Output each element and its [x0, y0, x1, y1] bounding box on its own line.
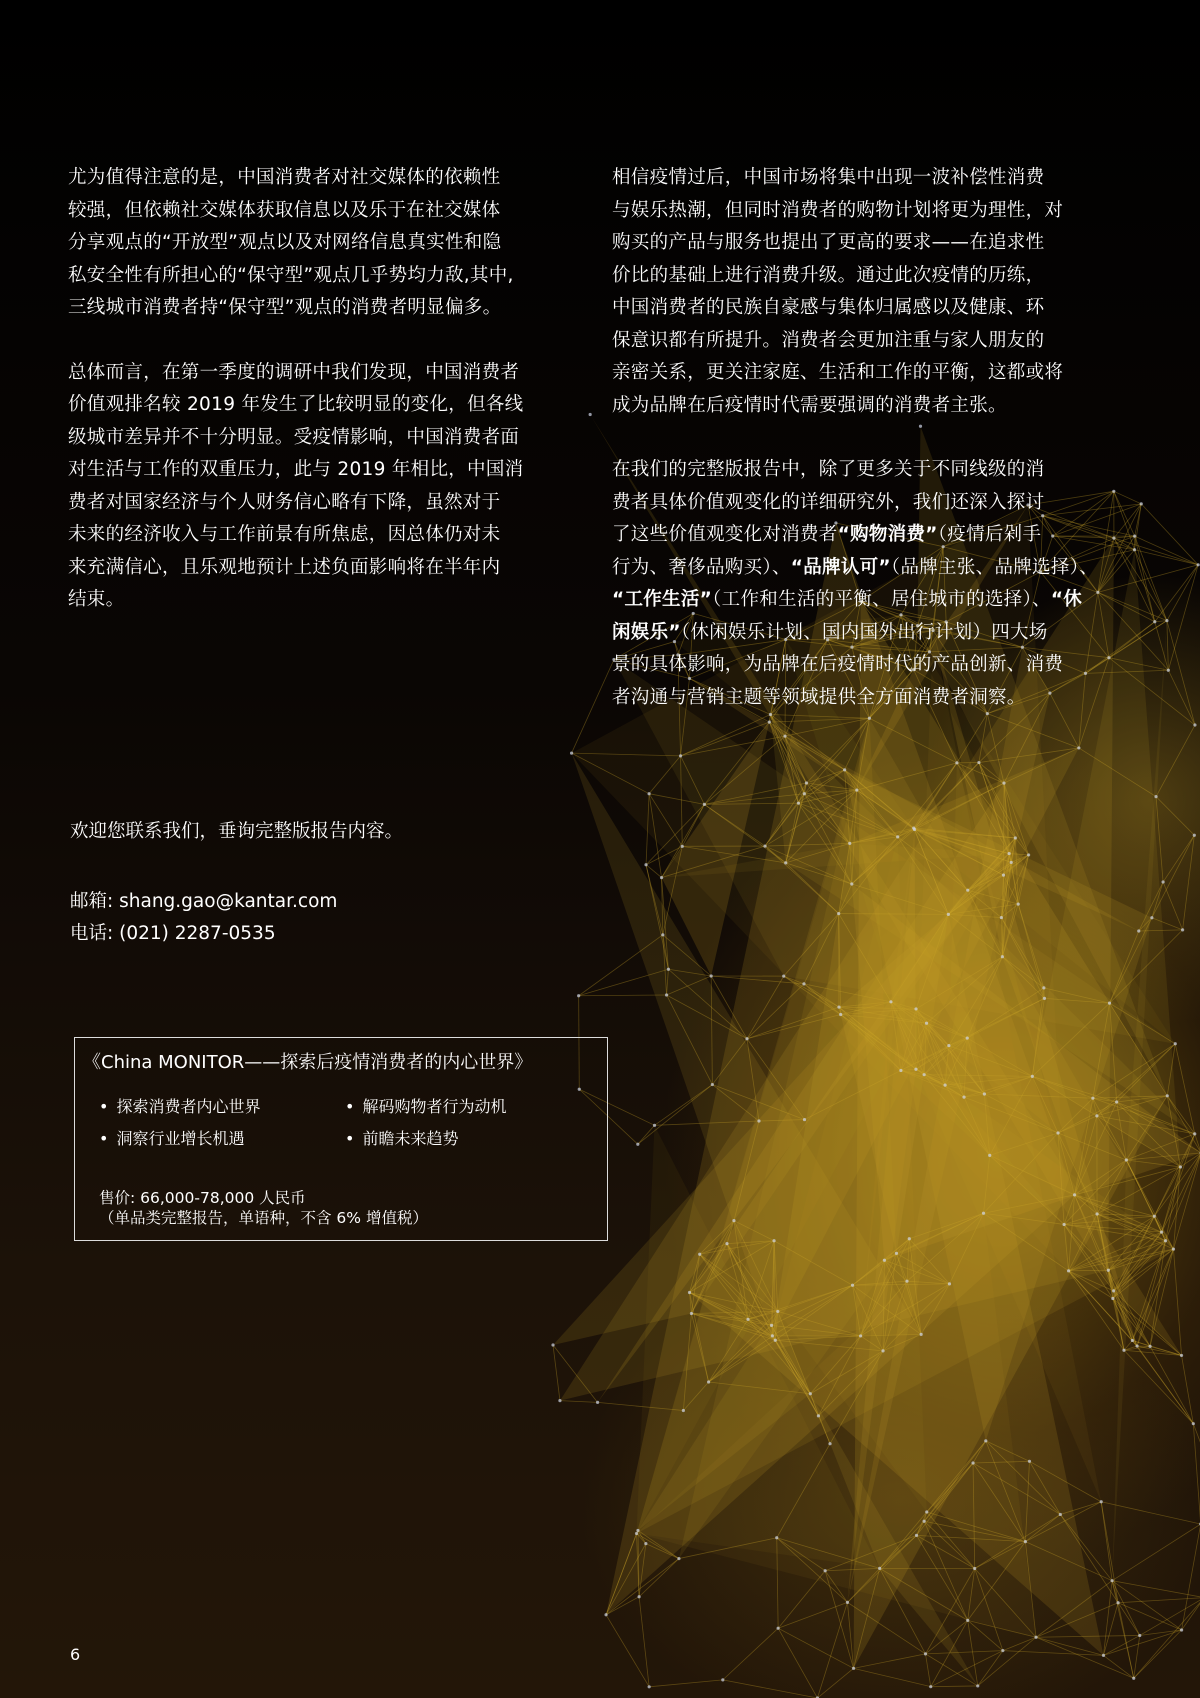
text-line: 来充满信心，且乐观地预计上述负面影响将在半年内 [68, 556, 501, 578]
text-line: 亲密关系，更关注家庭、生活和工作的平衡，这都或将 [612, 362, 1064, 383]
text-segment: 景的具体影响，为品牌在后疫情时代的产品创新、消费 [612, 654, 1064, 675]
text-line [612, 584, 1142, 617]
price: 售价: 66,000-78,000 人民币 [99, 1189, 306, 1207]
emphasis-text: “休 [1050, 589, 1083, 610]
text-segment: 费者具体价值观变化的详细研究外，我们还深入探讨 [612, 491, 1045, 513]
text-line: 保意识都有所提升。消费者会更加注重与家人朋友的 [612, 329, 1045, 351]
page-number: 6 [70, 1645, 81, 1664]
right-column [612, 162, 1142, 746]
contact-email-line [70, 886, 337, 918]
price-block [99, 1188, 428, 1228]
contact-phone-line [70, 918, 276, 950]
text-segment: 者沟通与营销主题等领域提供全方面消费者洞察。 [612, 686, 1026, 708]
text-line: 成为品牌在后疫情时代需要强调的消费者主张。 [612, 394, 1007, 416]
text-line: 费者对国家经济与个人财务信心略有下降，虽然对于 [68, 491, 501, 513]
text-line: 价值观排名较 2019 年发生了比较明显的变化，但各线 [68, 394, 524, 415]
emphasis-text: “工作生活” [612, 589, 713, 610]
text-line: 未来的经济收入与工作前景有所焦虑，因总体仍对未 [68, 524, 501, 545]
text-line: 分享观点的“开放型”观点以及对网络信息真实性和隐 [68, 232, 502, 253]
text-line: 与娱乐热潮，但同时消费者的购物计划将更为理性，对 [612, 199, 1064, 221]
text-line: 级城市差异并不十分明显。受疫情影响，中国消费者面 [68, 426, 520, 448]
text-line [612, 487, 1142, 520]
text-line: 总体而言，在第一季度的调研中我们发现，中国消费者 [68, 361, 520, 383]
paragraph [612, 162, 1142, 422]
price-note: （单品类完整报告，单语种，不含 6% 增值税） [99, 1209, 428, 1227]
phone-number: (021) 2287-0535 [119, 923, 276, 944]
product-title: 《China MONITOR——探索后疫情消费者的内心世界》 [83, 1052, 533, 1073]
left-column [68, 162, 598, 649]
text-segment: 了这些价值观变化对消费者 [612, 524, 838, 545]
text-segment: （品牌主张、品牌选择）、 [890, 556, 1098, 578]
text-line [612, 682, 1142, 715]
text-line: 结束。 [68, 589, 125, 610]
text-segment: （工作和生活的平衡、居住城市的选择）、 [712, 589, 1051, 610]
product-info-box [74, 1037, 608, 1241]
bullet-item: • 解码购物者行为动机 [345, 1094, 506, 1117]
paragraph [612, 454, 1142, 714]
text-line [612, 649, 1142, 682]
text-line: 购买的产品与服务也提出了更高的要求——在追求性 [612, 232, 1045, 253]
text-segment: （疫情后剁手 [937, 524, 1042, 545]
text-line: 中国消费者的民族自豪感与集体归属感以及健康、环 [612, 297, 1045, 318]
paragraph [68, 357, 598, 617]
text-line: 相信疫情过后，中国市场将集中出现一波补偿性消费 [612, 167, 1045, 188]
emphasis-text: 闲娱乐” [612, 621, 681, 643]
text-line [612, 519, 1142, 552]
text-line [612, 454, 1142, 487]
text-line: 私安全性有所担心的“保守型”观点几乎势均力敌,其中, [68, 264, 514, 286]
text-line: 较强，但依赖社交媒体获取信息以及乐于在社交媒体 [68, 199, 501, 221]
text-line [612, 617, 1142, 650]
bullet-item: • 探索消费者内心世界 [99, 1094, 260, 1117]
text-line: 尤为值得注意的是，中国消费者对社交媒体的依赖性 [68, 167, 501, 188]
paragraph [68, 162, 598, 325]
emphasis-text: “购物消费” [837, 524, 938, 545]
text-segment: （休闲娱乐计划、国内国外出行计划）四大场 [680, 621, 1048, 643]
text-line: 价比的基础上进行消费升级。通过此次疫情的历练， [612, 264, 1045, 286]
emphasis-text: “品牌认可” [790, 556, 891, 578]
text-segment: 在我们的完整版报告中，除了更多关于不同线级的消 [612, 459, 1045, 480]
text-line: 三线城市消费者持“保守型”观点的消费者明显偏多。 [68, 297, 502, 318]
text-line: 对生活与工作的双重压力，此与 2019 年相比，中国消 [68, 459, 524, 480]
email-label: 邮箱: [70, 891, 120, 912]
text-segment: 行为、奢侈品购买）、 [612, 556, 791, 578]
contact-intro: 欢迎您联系我们，垂询完整版报告内容。 [70, 821, 404, 842]
bullet-item: • 前瞻未来趋势 [345, 1126, 458, 1149]
bullet-item: • 洞察行业增长机遇 [99, 1126, 244, 1149]
phone-label: 电话: [70, 923, 120, 944]
email-link[interactable]: shang.gao@kantar.com [119, 891, 338, 912]
text-line [612, 552, 1142, 585]
